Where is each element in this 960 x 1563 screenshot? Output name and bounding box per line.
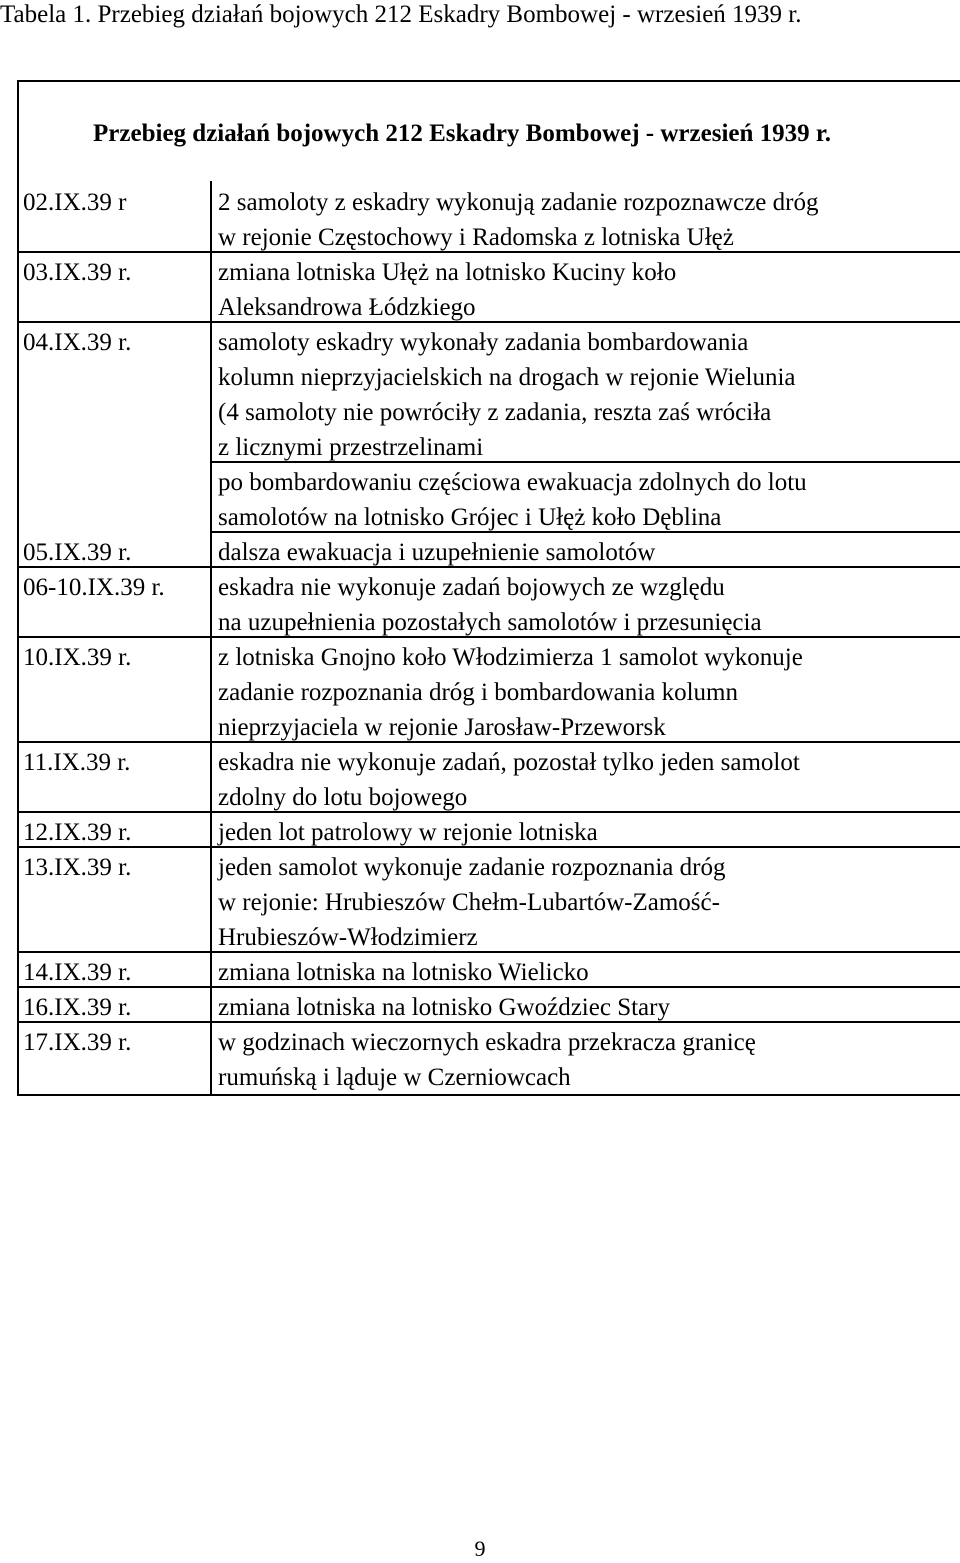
row-description (218, 815, 598, 850)
row-description (218, 955, 589, 990)
row-description (218, 1025, 756, 1095)
description-line: na uzupełnienia pozostałych samolotów i przesunięcia (218, 609, 762, 636)
description-line: jeden samolot wykonuje zadanie rozpoznania dróg (218, 854, 726, 881)
description-line: zmiana lotniska na lotnisko Gwoździec Stary (218, 994, 670, 1021)
description-line: w rejonie Częstochowy i Radomska z lotniska Ułęż (218, 224, 734, 251)
row-date: 12.IX.39 r. (23, 819, 132, 846)
row-date: 05.IX.39 r. (23, 539, 132, 566)
row-description (218, 535, 655, 570)
row-description (218, 745, 800, 815)
description-line: (4 samoloty nie powróciły z zadania, reszta zaś wróciła (218, 399, 772, 426)
description-line: eskadra nie wykonuje zadań bojowych ze względu (218, 574, 725, 601)
description-line: rumuńską i ląduje w Czerniowcach (218, 1064, 571, 1091)
description-line: zadanie rozpoznania dróg i bombardowania kolumn (218, 679, 738, 706)
row-description (218, 990, 670, 1025)
description-line: Hrubieszów-Włodzimierz (218, 924, 478, 951)
description-line: po bombardowaniu częściowa ewakuacja zdolnych do lotu (218, 469, 807, 496)
description-line: w godzinach wieczornych eskadra przekracza granicę (218, 1029, 756, 1056)
description-line: z lotniska Gnojno koło Włodzimierza 1 samolot wykonuje (218, 644, 803, 671)
description-line: eskadra nie wykonuje zadań, pozostał tylko jeden samolot (218, 749, 800, 776)
row-description (218, 640, 803, 745)
row-description (218, 325, 796, 465)
row-date: 02.IX.39 r (23, 189, 127, 216)
row-description (218, 255, 676, 325)
description-line: dalsza ewakuacja i uzupełnienie samolotów (218, 539, 656, 566)
table-heading: Przebieg działań bojowych 212 Eskadry Bombowej - wrzesień 1939 r. (93, 120, 831, 147)
row-description (218, 850, 725, 955)
row-date: 04.IX.39 r. (23, 329, 132, 356)
description-line: kolumn nieprzyjacielskich na drogach w rejonie Wielunia (218, 364, 796, 391)
row-description (218, 570, 762, 640)
description-line: samolotów na lotnisko Grójec i Ułęż koło Dęblina (218, 504, 722, 531)
description-line: z licznymi przestrzelinami (218, 434, 484, 461)
description-line: nieprzyjaciela w rejonie Jarosław-Przeworsk (218, 714, 666, 741)
description-line: zmiana lotniska Ułęż na lotnisko Kuciny koło (218, 259, 677, 286)
description-line: zmiana lotniska na lotnisko Wielicko (218, 959, 589, 986)
page-number: 9 (474, 1536, 486, 1561)
row-description (218, 465, 807, 535)
row-description (218, 185, 818, 255)
row-date: 17.IX.39 r. (23, 1029, 132, 1056)
table-caption: Tabela 1. Przebieg działań bojowych 212 Eskadry Bombowej - wrzesień 1939 r. (0, 1, 802, 28)
row-date: 16.IX.39 r. (23, 994, 132, 1021)
row-date: 06-10.IX.39 r. (23, 574, 165, 601)
row-date: 03.IX.39 r. (23, 259, 132, 286)
row-date: 13.IX.39 r. (23, 854, 132, 881)
column-divider (210, 181, 212, 1096)
row-date: 14.IX.39 r. (23, 959, 132, 986)
description-line: 2 samoloty z eskadry wykonują zadanie rozpoznawcze dróg (218, 189, 819, 216)
description-line: zdolny do lotu bojowego (218, 784, 468, 811)
description-line: Aleksandrowa Łódzkiego (218, 294, 476, 321)
row-date: 10.IX.39 r. (23, 644, 132, 671)
description-line: w rejonie: Hrubieszów Chełm-Lubartów-Zamość- (218, 889, 720, 916)
row-date: 11.IX.39 r. (23, 749, 131, 776)
description-line: samoloty eskadry wykonały zadania bombardowania (218, 329, 749, 356)
description-line: jeden lot patrolowy w rejonie lotniska (218, 819, 598, 846)
